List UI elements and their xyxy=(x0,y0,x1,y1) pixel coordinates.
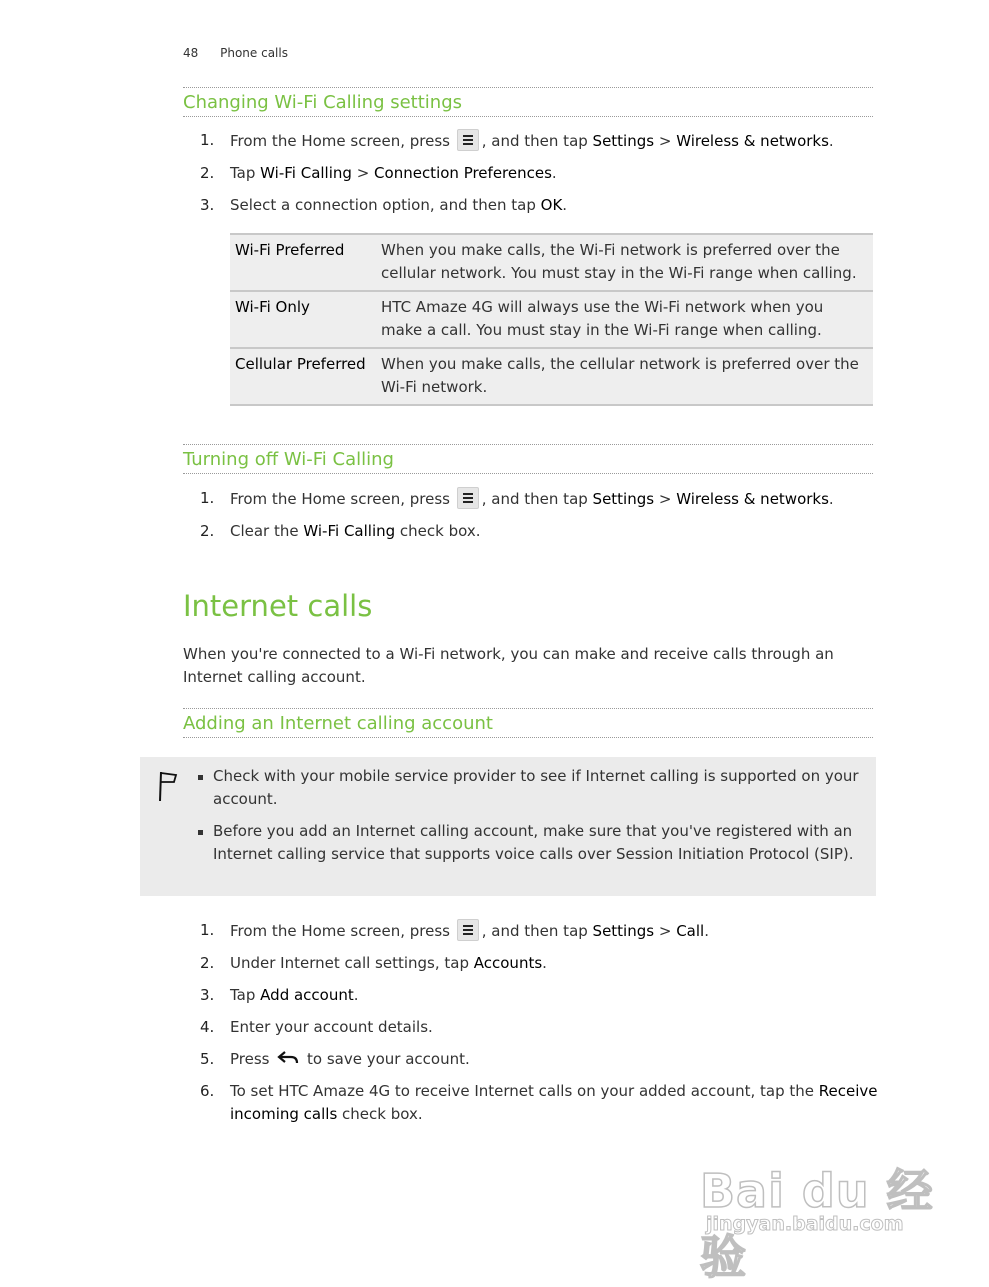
baidu-watermark xyxy=(700,1135,940,1284)
section-adding-internet-account xyxy=(183,708,873,738)
section-heading: Changing Wi-Fi Calling settings xyxy=(183,87,873,117)
menu-key-icon xyxy=(457,487,479,509)
chapter-heading: Internet calls xyxy=(183,589,373,623)
list-item: 5. Press to save your account. xyxy=(200,1050,470,1068)
list-item: 3. Tap Add account. xyxy=(200,986,359,1004)
section-turning-off-wifi-calling xyxy=(183,444,873,474)
list-item: 2. Clear the Wi-Fi Calling check box. xyxy=(200,522,481,540)
list-item: 1. From the Home screen, press , and then tap Settings > Call. xyxy=(200,921,709,940)
list-item: 1. From the Home screen, press , and then tap Settings > Wireless & networks. xyxy=(200,131,834,150)
option-name: Wi-Fi Preferred xyxy=(230,234,376,291)
option-description: When you make calls, the cellular network is preferred over the Wi-Fi network. xyxy=(376,348,873,405)
list-item: 6. To set HTC Amaze 4G to receive Internet calls on your added account, tap the Receive incoming calls check box. xyxy=(200,1082,878,1123)
list-item: 4. Enter your account details. xyxy=(200,1018,433,1036)
connection-options-table xyxy=(230,233,873,406)
table-row xyxy=(230,348,873,405)
back-key-icon xyxy=(277,1048,299,1068)
steps-list-1 xyxy=(200,129,880,226)
note-list xyxy=(198,765,870,875)
intro-paragraph: When you're connected to a Wi-Fi network, you can make and receive calls through an Internet calling account. xyxy=(183,645,834,686)
page-header xyxy=(183,46,288,60)
section-heading: Adding an Internet calling account xyxy=(183,708,873,738)
watermark-url: jingyan.baidu.com xyxy=(706,1213,904,1235)
watermark-logo-text: Bai du 经验 xyxy=(700,1164,934,1284)
option-name: Wi-Fi Only xyxy=(230,291,376,348)
menu-key-icon xyxy=(457,919,479,941)
note-box xyxy=(140,757,876,896)
option-description: When you make calls, the Wi-Fi network is preferred over the cellular network. You must stay in the Wi-Fi range when calling. xyxy=(376,234,873,291)
table-row xyxy=(230,291,873,348)
flag-icon xyxy=(156,769,180,803)
option-description: HTC Amaze 4G will always use the Wi-Fi network when you make a call. You must stay in the Wi-Fi range when calling. xyxy=(376,291,873,348)
menu-key-icon xyxy=(457,129,479,151)
option-name: Cellular Preferred xyxy=(230,348,376,405)
list-item: Check with your mobile service provider to see if Internet calling is supported on your account. xyxy=(198,765,870,811)
list-item: 1. From the Home screen, press , and then tap Settings > Wireless & networks. xyxy=(200,489,834,508)
list-item: 2. Under Internet call settings, tap Accounts. xyxy=(200,954,547,972)
section-changing-wifi-calling xyxy=(183,87,873,117)
chapter-title: Phone calls xyxy=(220,46,288,60)
list-item: Before you add an Internet calling account, make sure that you've registered with an Internet calling service that supports voice calls over Session Initiation Protocol (SIP). xyxy=(198,820,870,866)
table-row xyxy=(230,234,873,291)
list-item: 3. Select a connection option, and then tap OK. xyxy=(200,196,568,214)
page-number: 48 xyxy=(183,46,199,60)
list-item: 2. Tap Wi-Fi Calling > Connection Preferences. xyxy=(200,164,557,182)
steps-list-3 xyxy=(200,919,880,1135)
steps-list-2 xyxy=(200,487,880,552)
section-heading: Turning off Wi-Fi Calling xyxy=(183,444,873,474)
